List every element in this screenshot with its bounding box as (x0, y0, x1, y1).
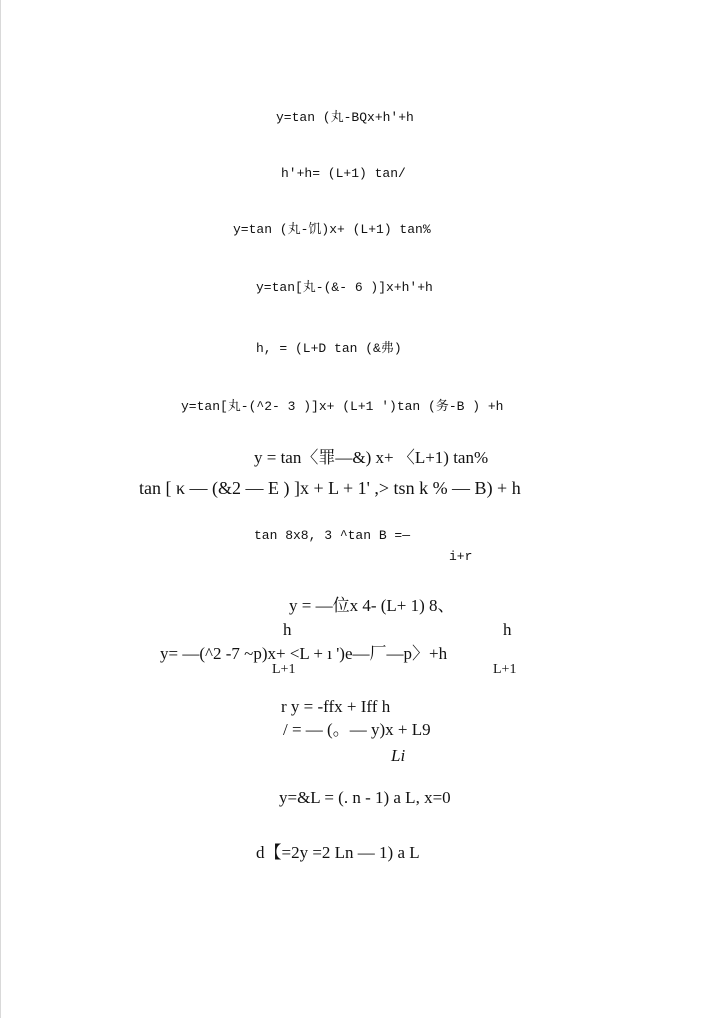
equation-line-18: d【=2y =2 Ln — 1) a L (256, 843, 420, 862)
fraction-numerator-right: h (503, 620, 512, 639)
equation-line-7: y = tan〈罪—&) x+ 〈L+1) tan% (254, 448, 489, 467)
equation-line-10: y = —位x 4- (L+ 1) 8、 (289, 596, 455, 615)
equation-line-5: h, = (L+D tan (&弗) (256, 341, 402, 356)
equation-line-3: y=tan (丸-饥)x+ (L+1) tan% (233, 222, 431, 237)
equation-line-15: / = — (。— y)x + L9 (283, 720, 431, 739)
page-left-border (0, 0, 1, 1018)
fraction-numerator-left: h (283, 620, 292, 639)
equation-line-16: Li (391, 746, 406, 765)
equation-line-9: tan 8x8, 3 ^tan B =— (254, 528, 411, 543)
equation-line-12: y= —(^2 -7 ~p)x+ <L + ı ')e—厂—p〉+h (160, 644, 448, 663)
equation-line-1: y=tan (丸-BQx+h'+h (276, 110, 414, 125)
equation-line-6: y=tan[丸-(^2- 3 )]x+ (L+1 ')tan (务-B ) +h (181, 399, 504, 414)
equation-line-4: y=tan[丸-(&- 6 )]x+h'+h (256, 280, 433, 295)
equation-line-8: tan [ κ — (&2 — E ) ]x + L + 1' ,> tsn k % — B) + h (139, 478, 521, 498)
equation-line-2: h'+h= (L+1) tan/ (281, 166, 406, 181)
fraction-denominator-right: L+1 (493, 662, 517, 677)
equation-line-14: r y = -ffx + Iff h (281, 697, 391, 716)
equation-line-17: y=&L = (. n - 1) a L, x=0 (279, 788, 451, 807)
equation-line-9-subscript: i+r (449, 549, 473, 564)
fraction-denominator-left: L+1 (272, 662, 296, 677)
